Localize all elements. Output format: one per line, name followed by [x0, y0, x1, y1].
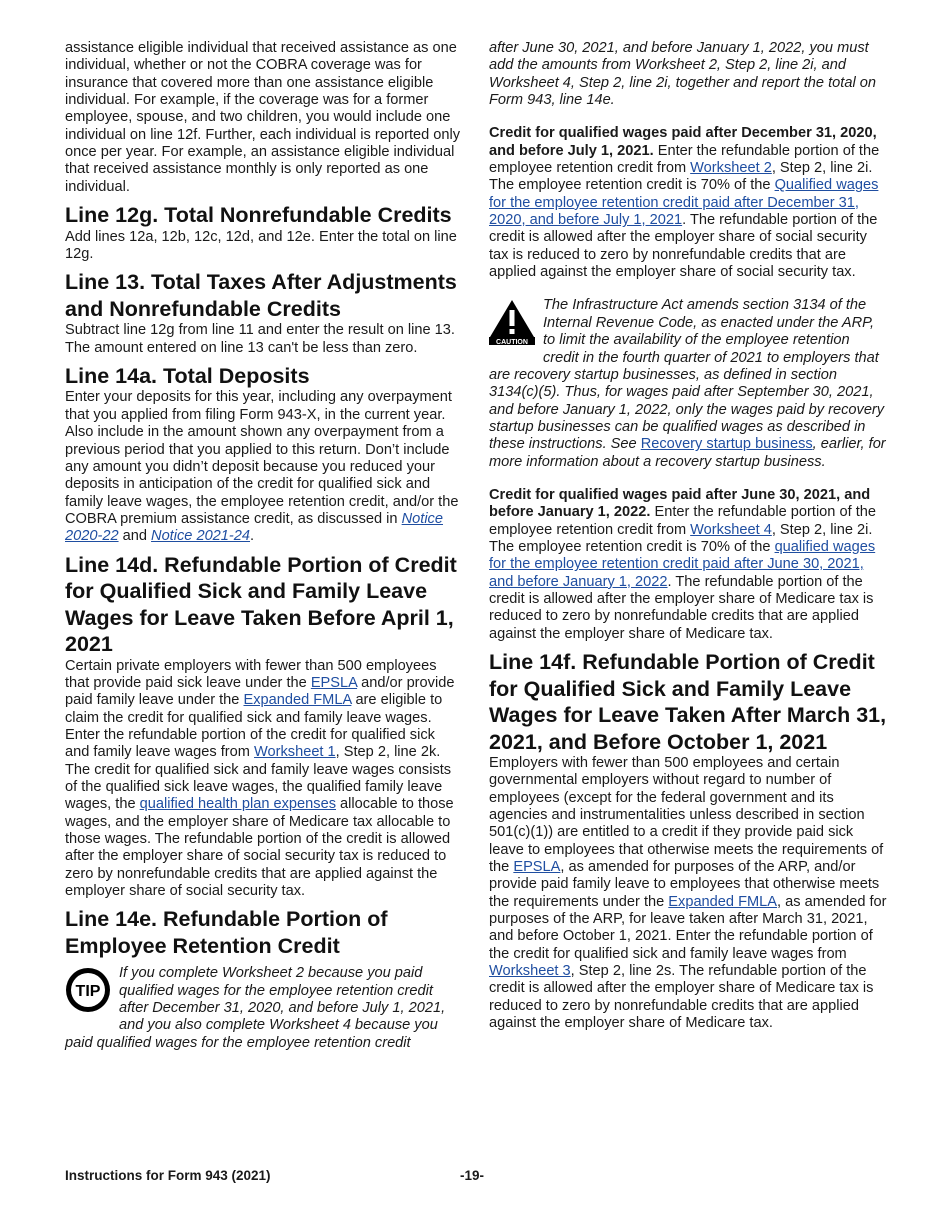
qualified-wages-2021-h1-link[interactable]: Qualified wages for the employee retention credit paid after December 31, 2020, and before July 1, 2021: [489, 177, 879, 229]
caution-icon: [489, 299, 535, 350]
heading-line-14f: Line 14f. Refundable Portion of Credit for Qualified Sick and Family Leave Wages for Leave Taken After March 31, 2021, and Before October 1, 2021: [489, 650, 887, 754]
cobra-paragraph: assistance eligible individual that received assistance as one individual, whether or not the COBRA coverage was for insurance that covered more than one assistance eligible individual. For example, if the coverage was for a former employee, spouse, and two children, you would include one individual on line 12f. Further, each individual is reported only once per year. For example, an assistance eligible individual that received assistance monthly is only reported as one individual.: [65, 40, 461, 195]
epsla-link-2[interactable]: EPSLA: [513, 859, 561, 876]
credit-before-january-paragraph: Credit for qualified wages paid after June 30, 2021, and before January 1, 2022. Enter the refundable portion of the employee retention credit from Worksheet 4, Step 2, line 2i. The employee retention credit is 70% of the qualified wages for the employee retention credit paid after June 30, 2021, and before January 1, 2022. The refundable portion of the credit is allowed after the employer share of Medicare tax is reduced to zero by nonrefundable credits that are applied against the employer share of Medicare tax.: [489, 486, 876, 642]
tip-note: [65, 965, 463, 1052]
line-12g-paragraph: Add lines 12a, 12b, 12c, 12d, and 12e. Enter the total on line 12g.: [65, 228, 457, 262]
heading-line-12g: Line 12g. Total Nonrefundable Credits: [65, 203, 452, 228]
credit-before-july-paragraph: Credit for qualified wages paid after December 31, 2020, and before July 1, 2021. Enter the refundable portion of the employee retention credit from Worksheet 2, Step 2, line 2i. The employee retention credit is 70% of the Qualified wages for the employee retention credit paid after December 31, 2020, and before July 1, 2021. The refundable portion of the credit is allowed after the employer share of social security tax is reduced to zero by nonrefundable credits that are applied against the employer share of social security tax.: [489, 125, 880, 281]
heading-line-14a: Line 14a. Total Deposits: [65, 363, 310, 388]
left-column: [65, 40, 463, 1052]
right-column: [489, 40, 887, 1033]
page-footer: [65, 1168, 887, 1183]
expanded-fmla-link-2[interactable]: Expanded FMLA: [668, 893, 778, 910]
worksheet-4-link[interactable]: Worksheet 4: [690, 521, 772, 538]
svg-text:CAUTION: CAUTION: [496, 339, 528, 346]
caution-note: [489, 297, 887, 470]
notice-2020-22-link[interactable]: Notice 2020-22: [65, 510, 443, 545]
caution-text: The Infrastructure Act amends section 3134 of the Internal Revenue Code, as enacted under the ARP, to limit the availability of the employee retention credit in the fourth quarter of 2021 to employers that are recovery startup businesses, as defined in section 3134(c)(5). Thus, for wages paid after September 30, 2021, and before January 1, 2022, only the wages paid by recovery startup businesses can be qualified wages as described in these instructions. See Recovery startup business, earlier, for more information about a recovery startup business.: [489, 297, 886, 470]
line-14f-paragraph: Employers with fewer than 500 employees and certain governmental employers without regard to number of employees (except for the federal government and its agencies and instrumentalities unless described in section 501(c)(1)) are entitled to a credit if they provide paid sick leave to employees that otherwise meets the requirements of the EPSLA, as amended for purposes of the ARP, and/or provide paid family leave to employees that otherwise meets the requirements under the Expanded FMLA, as amended for purposes of the ARP, for leave taken after March 31, 2021, and before October 1, 2021. Enter the refundable portion of the credit for qualified sick and family leave wages from Worksheet 3, Step 2, line 2s. The refundable portion of the credit is allowed after the employer share of Medicare tax is reduced to zero by nonrefundable credits that are applied against the employer share of Medicare tax.: [489, 755, 887, 1032]
line-14a-paragraph: Enter your deposits for this year, including any overpayment that you applied from filing Form 943-X, in the current year. Also include in the amount shown any overpayment from a previous period that you applied to this return. Don’t include any amount you didn’t deposit because you reduced your deposits in anticipation of the credit for qualified sick and family leave wages, the employee retention credit, and/or the COBRA premium assistance credit, as discussed in Notice 2020-22 and Notice 2021-24.: [65, 389, 459, 545]
heading-line-13: Line 13. Total Taxes After Adjustments and Nonrefundable Credits: [65, 270, 457, 321]
qualified-wages-2021-h2-link[interactable]: qualified wages for the employee retention credit paid after June 30, 2021, and before January 1, 2022: [489, 538, 876, 590]
tip-continued-text: after June 30, 2021, and before January 1, 2022, you must add the amounts from Worksheet 2, Step 2, line 2i, and Worksheet 4, Step 2, line 2i, together and report the total on Form 943, line 14e.: [489, 40, 876, 109]
epsla-link[interactable]: EPSLA: [310, 674, 358, 691]
recovery-startup-business-link[interactable]: Recovery startup business: [640, 436, 813, 453]
tip-text: If you complete Worksheet 2 because you paid qualified wages for the employee retention credit after December 31, 2020, and before July 1, 2021, and you also complete Worksheet 4 because you paid qualified wages for the employee retention credit: [65, 965, 446, 1051]
expanded-fmla-link[interactable]: Expanded FMLA: [243, 692, 352, 709]
tip-icon: [65, 967, 111, 1018]
worksheet-3-link[interactable]: Worksheet 3: [489, 963, 571, 980]
page-number: -19-: [460, 1168, 485, 1183]
svg-text:TIP: TIP: [75, 983, 101, 1001]
heading-line-14d: Line 14d. Refundable Portion of Credit for Qualified Sick and Family Leave Wages for Leave Taken Before April 1, 2021: [65, 552, 457, 657]
footer-title: Instructions for Form 943 (2021): [65, 1168, 271, 1183]
line-14d-paragraph: Certain private employers with fewer than 500 employees that provide paid sick leave under the EPSLA and/or provide paid family leave under the Expanded FMLA are eligible to claim the credit for qualified sick and family leave wages. Enter the refundable portion of the credit for qualified sick and family leave wages from Worksheet 1, Step 2, line 2k. The credit for qualified sick and family leave wages consists of the qualified sick leave wages, the qualified family leave wages, the qualified health plan expenses allocable to those wages, and the employer share of Medicare tax allocable to those wages. The refundable portion of the credit is allowed after the employer share of social security tax is reduced to zero by nonrefundable credits that are applied against the employer share of social security tax.: [65, 657, 455, 900]
notice-2021-24-link[interactable]: Notice 2021-24: [151, 528, 251, 545]
heading-line-14e: Line 14e. Refundable Portion of Employee Retention Credit: [65, 907, 388, 958]
line-13-paragraph: Subtract line 12g from line 11 and enter the result on line 13. The amount entered on line 13 can't be less than zero.: [65, 322, 455, 356]
worksheet-1-link[interactable]: Worksheet 1: [254, 744, 336, 761]
qualified-health-plan-expenses-link[interactable]: qualified health plan expenses: [139, 796, 336, 813]
worksheet-2-link[interactable]: Worksheet 2: [690, 160, 772, 177]
